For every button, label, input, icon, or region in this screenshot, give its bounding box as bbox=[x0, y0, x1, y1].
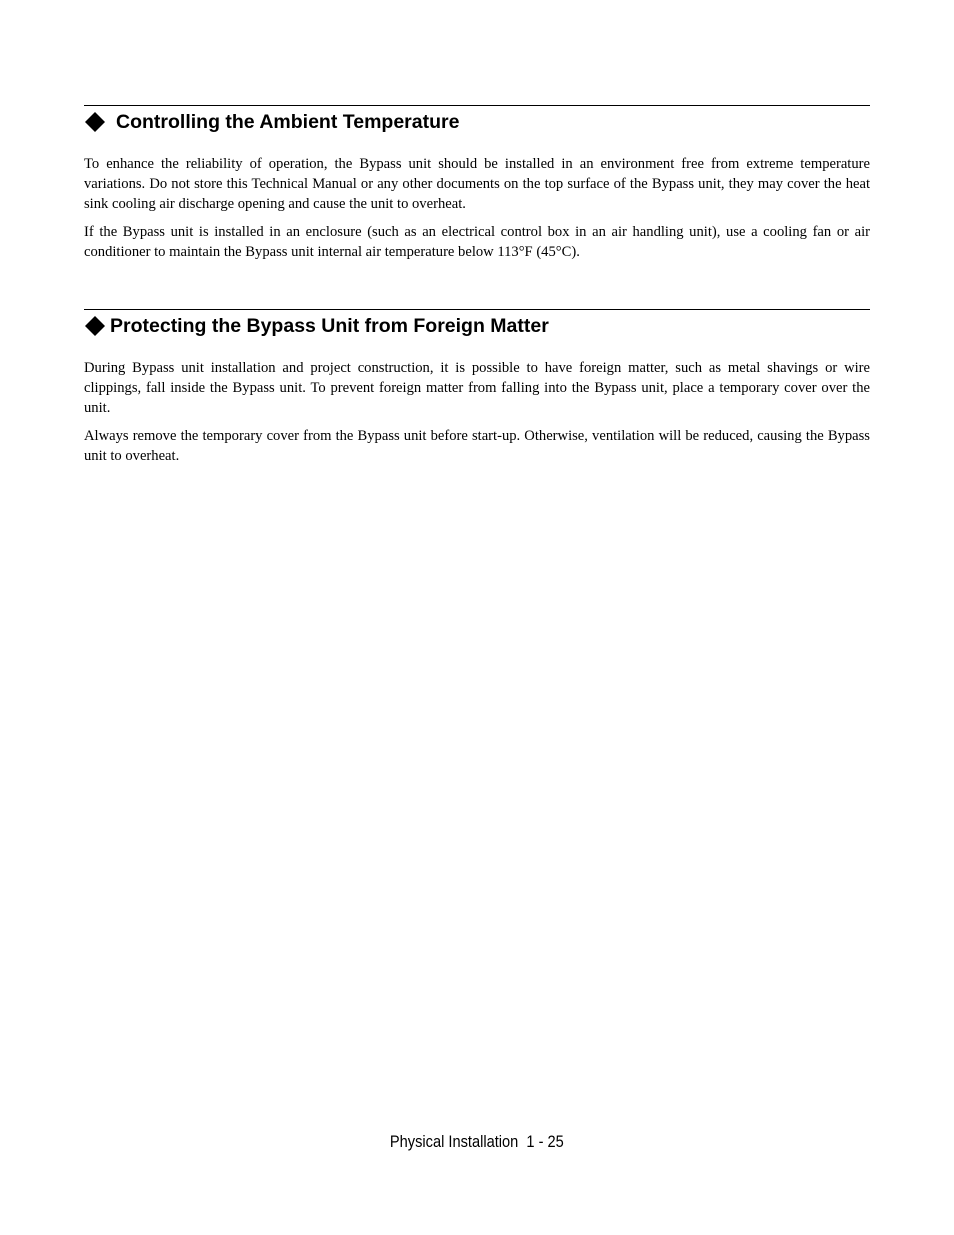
section-body bbox=[84, 358, 870, 466]
paragraph: During Bypass unit installation and project construction, it is possible to have foreign matter, such as metal shavings or wire clippings, fall inside the Bypass unit. To prevent foreign matter from falling into the Bypass unit, place a temporary cover over the unit. bbox=[84, 360, 870, 417]
section-foreign-matter bbox=[84, 309, 870, 466]
section-heading bbox=[84, 314, 870, 338]
paragraph: Always remove the temporary cover from the Bypass unit before start-up. Otherwise, ventilation will be reduced, causing the Bypass unit to overheat. bbox=[84, 427, 870, 464]
paragraph: If the Bypass unit is installed in an enclosure (such as an electrical control box in an air handling unit), use a cooling fan or air conditioner to maintain the Bypass unit internal air temperature below 113°F (45°C). bbox=[84, 223, 870, 260]
page-footer: Physical Installation 1 - 25 bbox=[389, 1132, 564, 1151]
diamond-icon bbox=[84, 315, 106, 337]
section-ambient-temperature bbox=[84, 105, 870, 262]
section-heading-text: Controlling the Ambient Temperature bbox=[116, 111, 460, 133]
paragraph: To enhance the reliability of operation, the Bypass unit should be installed in an environment free from extreme temperature variations. Do not store this Technical Manual or any other documents on the top surface of the Bypass unit, they may cover the heat sink cooling air discharge opening and cause the unit to overheat. bbox=[84, 156, 870, 213]
section-body bbox=[84, 154, 870, 262]
section-divider bbox=[84, 105, 870, 106]
section-heading bbox=[84, 110, 870, 134]
section-heading-text: Protecting the Bypass Unit from Foreign Matter bbox=[110, 315, 549, 337]
section-divider bbox=[84, 309, 870, 310]
diamond-icon bbox=[84, 111, 106, 133]
